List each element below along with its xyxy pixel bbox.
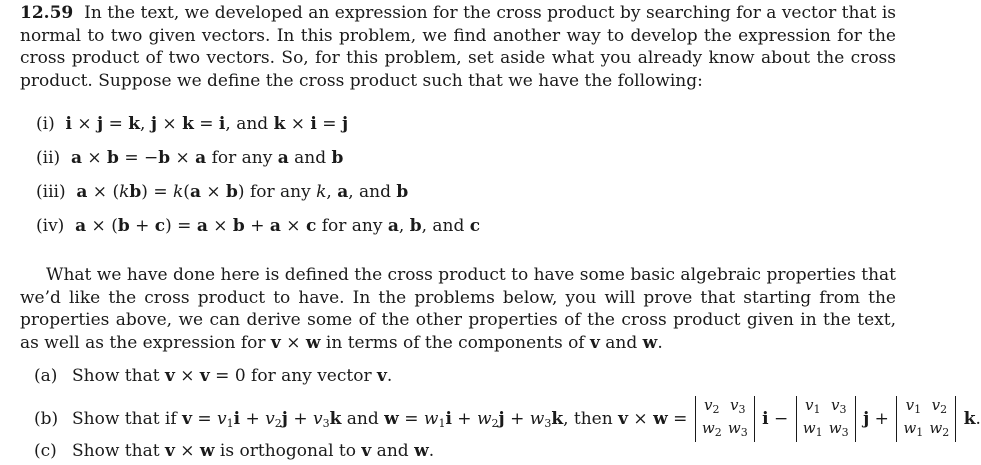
property-label: (ii) (36, 148, 61, 168)
problem-intro-text: In the text, we developed an expression for the cross product by searching for a vector that is normal to two given vectors. In this problem, we find another way to develop the expression for the cross product of two vectors. So, for this problem, set aside what you already know about the cross product. Suppose we define the cross product such that we have the following: (20, 3, 896, 91)
property-ii: (ii) a × b = −b × a for any a and b (36, 148, 344, 168)
problem-intro (20, 2, 896, 92)
property-iv: (iv) a × (b + c) = a × b + a × c for any a, b, and c (36, 216, 481, 236)
explanation-end: terms of the components of (342, 332, 590, 353)
property-iii: (iii) a × (kb) = k(a × b) for any k, a, and b (36, 182, 409, 202)
task-label: (a) (34, 366, 58, 386)
explanation-text: What we have done here is defined the cross product to have some basic algebraic properties that we’d like the cross product to have. In the problems below, you will prove that starting from the properties above, we can derive some of the other properties of the cross product given in the text, as well as the expression for (20, 265, 896, 353)
problem-number: 12.59 (20, 3, 74, 23)
determinant-i: $v_2$ $v_3$ $w_2$ $w_3$ (695, 396, 755, 442)
task-c: (c) Show that v × w is orthogonal to v and w. (34, 441, 435, 461)
property-label: (i) (36, 114, 55, 134)
property-i: (i) i × j = k, j × k = i, and k × i = j (36, 114, 349, 134)
property-label: (iii) (36, 182, 66, 202)
task-a: (a) Show that v × v = 0 for any vector v. (34, 366, 393, 386)
determinant-k: $v_1$ $v_2$ $w_1$ $w_2$ (896, 396, 956, 442)
task-label: (c) (34, 441, 57, 461)
task-b: (b) Show that if $v = v_1i + v_2j + v_3k$ and $w = w_1i + w_2j + w_3k$, then v × w = $v_2$ $v_3$ $w_2$ $w_3$ i − $v_1$ $v_3$ $w_1$ $w_3$ j + $v_1$ $v_2$ $w_1$ $w_2$ k. (34, 396, 981, 442)
task-label: (b) (34, 409, 59, 429)
determinant-j: $v_1$ $v_3$ $w_1$ $w_3$ (796, 396, 856, 442)
property-label: (iv) (36, 216, 65, 236)
explanation-paragraph: What we have done here is defined the cross product to have some basic algebraic properties that we’d like the cross product to have. In the problems below, you will prove that starting from the properties above, we can derive some of the other properties of the cross product given in the text, as well as the expression for v × w in terms of the components of v and w. (20, 265, 896, 353)
